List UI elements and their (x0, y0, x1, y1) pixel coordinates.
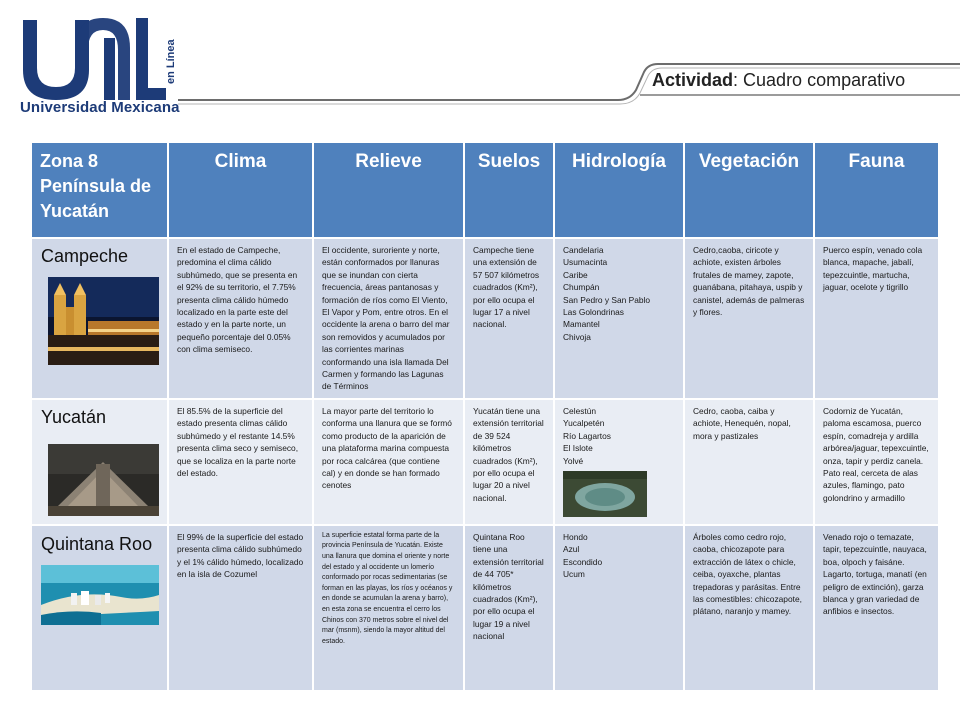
clima-cell: En el estado de Campeche, predomina el clima cálido subhúmedo, que se presenta en el 92% de su territorio, el 7.75% presenta clima cálido húmedo localizado en la parte este del estado y en la parte norte, un pequeño porcentaje del 0.05% con clima semiseco. (168, 238, 313, 399)
clima-cell: El 85.5% de la superficie del estado presenta climas cálido subhúmedo y el restante 14.5% presenta clima seco y semiseco, que se localiza en la parte norte del estado. (168, 399, 313, 525)
column-header-suelos: Suelos (464, 142, 554, 238)
hidrologia-cell (554, 238, 684, 399)
brand-tag: en Línea (165, 39, 177, 84)
hidrologia-cell (554, 525, 684, 691)
list-item: Azul (563, 544, 580, 555)
state-cell (31, 525, 168, 691)
vegetacion-cell: Cedro,caoba, ciricote y achiote, existen árboles frutales de mamey, zapote, guanábana, pitahaya, uspib y canistel, además de palmeras y flores. (684, 238, 814, 399)
list-item: Caribe (563, 269, 588, 280)
vegetacion-cell: Cedro, caoba, caiba y achiote, Henequén, nopal, mora y pastizales (684, 399, 814, 525)
list-item: Mamantel (563, 319, 600, 330)
list-item: Chumpán (563, 282, 600, 293)
cathedral-photo-icon (48, 277, 159, 365)
column-header-fauna: Fauna (814, 142, 939, 238)
list-item: Escondido (563, 556, 603, 567)
cenote-photo-icon (563, 471, 647, 517)
list-item: Ucum (563, 569, 585, 580)
table-header-row (31, 142, 939, 238)
table-row (31, 238, 939, 399)
relieve-cell: La mayor parte del territorio lo conforma una llanura que se formó como producto de la aparición de una plataforma marina compuesta por roca calcárea (que contiene cal) y en donde se han formado cenotes (313, 399, 464, 525)
list-item: San Pedro y San Pablo (563, 294, 651, 305)
relieve-cell: El occidente, suroriente y norte, están conformados por llanuras que se inundan con cierta frecuencia, áreas pantanosas y formación de ríos como El Viento, El Vapor y Pom, entre otros. En el occidente la arena o barro del mar son removidos y acumulados por las corrientes marinas conformando una isla llamada Del Carmen y formando las Lagunas de Términos (313, 238, 464, 399)
hidrologia-cell (554, 399, 684, 525)
list-item: Usumacinta (563, 257, 608, 268)
fauna-cell: Venado rojo o temazate, tapir, tepezcuintle, nauyaca, boa, olpoch y faisáne. Lagarto, tortuga, manatí (en peligro de extinción), garza blanca y gran variedad de anfibios e insectos. (814, 525, 939, 691)
list-item: Yolvé (563, 455, 584, 466)
activity-name: : Cuadro comparativo (733, 70, 906, 90)
state-cell (31, 238, 168, 399)
vegetacion-cell: Árboles como cedro rojo, caoba, chicozapote para extracción de látex o chicle, ceiba, oyaxche, plantas trepadoras y parásitas. Entre las comestibles: chicozapote, plátano, naranjo y mamey. (684, 525, 814, 691)
list-item: Hondo (563, 531, 588, 542)
brand-name: Universidad Mexicana (20, 99, 180, 116)
list-item: Candelaria (563, 245, 604, 255)
activity-label: Actividad (652, 70, 734, 90)
pyramid-photo-icon (48, 444, 159, 516)
activity-title (652, 70, 905, 91)
relieve-cell: La superficie estatal forma parte de la provincia Península de Yucatán. Existe una llanura que domina el oriente y norte del estado y al occidente un lomerío conformado por rocas sedimentarias (se forman en las playas, los ríos y océanos y en donde se acumulan la arena y barro), en esta zona se encuentra el cerro los Chinos con 370 metros sobre el nivel del mar (msnm), siendo la mayor altitud del estado. (313, 525, 464, 691)
column-header-hidrologia: Hidrología (554, 142, 684, 238)
suelos-cell: Yucatán tiene una extensión territorial de 39 524 kilómetros cuadrados (Km²), por ello ocupa el lugar 20 a nivel nacional. (464, 399, 554, 525)
state-cell (31, 399, 168, 525)
column-header-clima: Clima (168, 142, 313, 238)
beach-resort-photo-icon (41, 565, 159, 625)
list-item: Las Golondrinas (563, 307, 624, 318)
list-item: Celestún (563, 405, 597, 416)
comparison-table (30, 141, 940, 692)
state-name: Campeche (41, 246, 129, 266)
table-row (31, 525, 939, 691)
state-name: Yucatán (41, 406, 107, 427)
fauna-cell: Puerco espín, venado cola blanca, mapache, jabalí, tepezcuintle, martucha, jaguar, ocelote y tigrillo (814, 238, 939, 399)
list-item: Yucalpetén (563, 418, 605, 429)
list-item: Río Lagartos (563, 430, 611, 441)
column-header-relieve: Relieve (313, 142, 464, 238)
state-name: Quintana Roo (41, 533, 153, 554)
table-row (31, 399, 939, 525)
clima-cell: El 99% de la superficie del estado presenta clima cálido subhúmedo y el 1% cálido húmedo, localizado en la isla de Cozumel (168, 525, 313, 691)
zone-header: Zona 8 Península de Yucatán (31, 142, 168, 238)
list-item: El Islote (563, 443, 593, 454)
fauna-cell: Codorniz de Yucatán, paloma escamosa, puerco espín, comadreja y ardilla arbórea/jaguar, tepexcuintle, onza, tapir y perdiz canela. Pato real, cerceta de alas azules, flamingo, pato golondrino y armadillo (814, 399, 939, 525)
suelos-cell: Quintana Roo tiene una extensión territorial de 44 705* kilómetros cuadrados (Km²), por ello ocupa el lugar 19 a nivel nacional (464, 525, 554, 691)
column-header-vegetacion: Vegetación (684, 142, 814, 238)
list-item: Chivoja (563, 331, 591, 342)
suelos-cell: Campeche tiene una extensión de 57 507 kilómetros cuadrados (Km²), por ello ocupa el lugar 17 a nivel nacional. (464, 238, 554, 399)
